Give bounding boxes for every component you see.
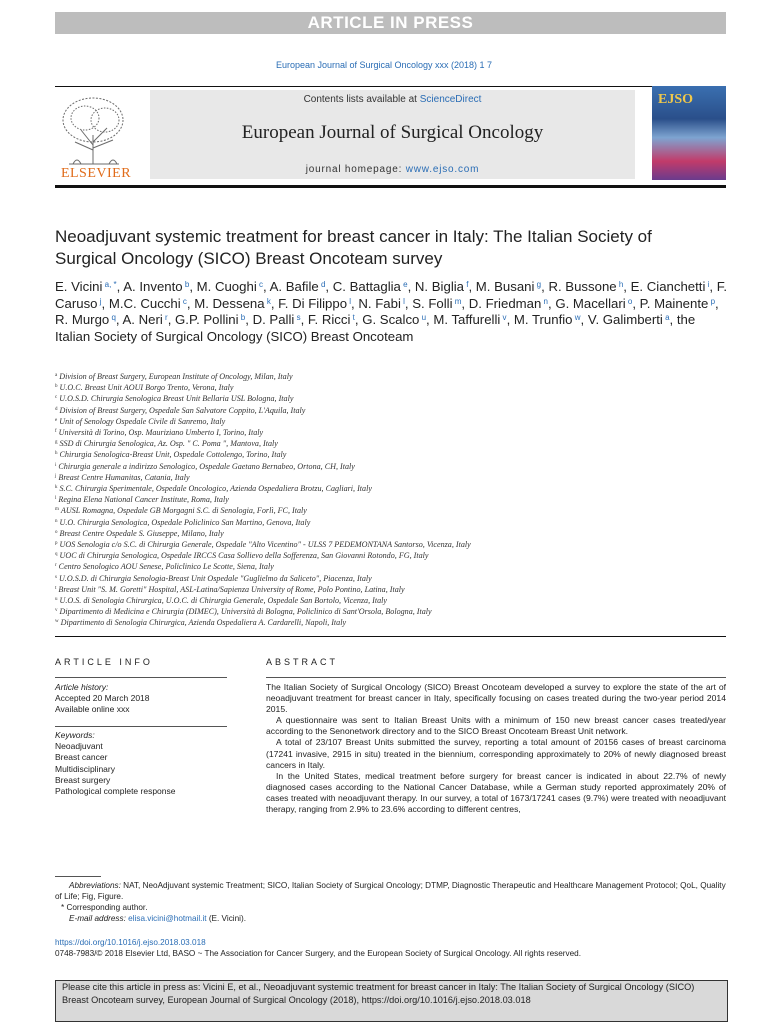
author-name: N. Fabi	[358, 295, 401, 311]
doi-link[interactable]: https://doi.org/10.1016/j.ejso.2018.03.018	[55, 938, 206, 947]
author-name: A. Bafile	[269, 279, 319, 294]
header-bottom-rule	[55, 185, 726, 188]
email-link[interactable]: elisa.vicini@hotmail.it	[128, 914, 207, 923]
abbreviations-text: NAT, NeoAdjuvant systemic Treatment; SICO, Italian Society of Surgical Oncology; DTMP, Diagnostic Therapeutic and Healthcare Management Protocol; QoL, Quality of Life; Fig, Figure.	[55, 881, 726, 901]
affiliation-item	[55, 371, 735, 382]
author-affiliation-marker[interactable]: e	[400, 280, 408, 289]
accepted-date: Accepted 20 March 2018	[55, 693, 150, 704]
affiliation-text: Chirurgia generale a indirizzo Senologico, Ospedale Gaetano Bernabeo, Ortona, CH, Italy	[58, 461, 355, 471]
author-name: V. Galimberti	[587, 312, 663, 328]
author-name: E. Cianchetti	[630, 279, 706, 294]
affiliation-item	[55, 494, 735, 505]
online-date: Available online xxx	[55, 704, 130, 715]
section-divider	[55, 636, 726, 637]
footnotes	[55, 880, 726, 924]
author-name: M. Trunfio	[513, 312, 573, 328]
affiliation-key: q	[55, 552, 58, 558]
author-affiliation-marker[interactable]: u	[419, 313, 427, 323]
footnote-rule	[55, 876, 101, 877]
author-name: R. Bussone	[548, 279, 617, 294]
affiliation-text: Breast Centre Humanitas, Catania, Italy	[58, 472, 190, 482]
affiliation-key: d	[55, 406, 58, 412]
author-name: M. Busani	[475, 279, 535, 294]
abstract-paragraph: The Italian Society of Surgical Oncology (SICO) Breast Oncoteam developed a survey to explore the state of the art of neoadjuvant treatment for breast cancer in Italy, specifically focusing on cases treated during the two-year period 2014 2015.	[266, 682, 726, 715]
author-name: N. Biglia	[414, 279, 465, 294]
author-affiliation-marker[interactable]: n	[541, 296, 548, 306]
homepage-prefix: journal homepage:	[305, 164, 406, 175]
affiliation-text: Breast Unit "S. M. Goretti" Hospital, ASL-Latina/Sapienza University of Rome, Polo Pontino, Latina, Italy	[58, 584, 405, 594]
affiliation-text: Chirurgia Senologica-Breast Unit, Ospedale Cottolengo, Torino, Italy	[59, 450, 287, 460]
keyword: Neoadjuvant	[55, 741, 103, 752]
affiliation-key: o	[55, 529, 58, 535]
author-name: S. Folli	[412, 295, 453, 311]
article-in-press-banner: ARTICLE IN PRESS	[55, 12, 726, 34]
author-name: M.C. Cucchi	[108, 295, 181, 311]
author-affiliation-marker[interactable]: p	[708, 296, 716, 306]
affiliation-key: j	[55, 473, 57, 479]
affiliation-text: Centro Senologico AOU Senese, Policlinico Le Scotte, Siena, Italy	[58, 562, 274, 572]
author-affiliation-marker[interactable]: r	[162, 313, 168, 323]
abstract-rule	[266, 677, 726, 678]
email-footnote	[55, 913, 726, 924]
affiliation-key: n	[55, 518, 58, 524]
affiliation-item	[55, 517, 735, 528]
affiliation-item	[55, 393, 735, 404]
affiliation-key: m	[55, 507, 59, 513]
affiliation-item	[55, 405, 735, 416]
keyword: Breast surgery	[55, 774, 111, 785]
author-affiliation-marker[interactable]: a, *	[102, 280, 117, 289]
author-affiliation-marker[interactable]: m	[452, 296, 462, 306]
affiliation-item	[55, 573, 735, 584]
elsevier-logo-text: ELSEVIER	[60, 166, 132, 181]
article-title: Neoadjuvant systemic treatment for breast cancer in Italy: The Italian Society of Surgical Oncology (SICO) Breast Oncoteam survey	[55, 227, 652, 268]
affiliation-key: w	[55, 619, 59, 625]
author-affiliation-marker[interactable]: v	[500, 313, 507, 323]
author-affiliation-marker[interactable]: h	[616, 280, 624, 289]
author-name: F. Caruso	[55, 279, 727, 311]
author-name: E. Vicini	[55, 279, 103, 294]
author-affiliation-marker[interactable]: f	[464, 280, 469, 289]
email-label: E-mail address:	[69, 914, 129, 923]
affiliation-item	[55, 595, 735, 606]
affiliation-item	[55, 528, 735, 539]
author-affiliation-marker[interactable]: a	[662, 313, 670, 323]
affiliation-key: v	[55, 608, 58, 614]
journal-homepage-line	[150, 164, 635, 175]
affiliation-text: S.C. Chirurgia Sperimentale, Ospedale Oncologico, Azienda Ospedaliera Brotzu, Cagliari, Italy	[59, 484, 372, 494]
affiliation-key: h	[55, 451, 58, 457]
author-affiliation-marker[interactable]: i	[705, 280, 710, 289]
author-affiliation-marker[interactable]: d	[318, 280, 326, 289]
affiliation-item	[55, 461, 735, 472]
author-name: M. Taffurelli	[433, 312, 501, 328]
author-affiliation-marker[interactable]: k	[264, 296, 271, 306]
author-name: F. Ricci	[307, 312, 351, 328]
affiliation-item	[55, 584, 735, 595]
copyright-line: 0748-7983/© 2018 Elsevier Ltd, BASO ~ The Association for Cancer Surgery, and the European Society of Surgical Oncology. All rights reserved.	[55, 949, 581, 958]
affiliation-list	[55, 371, 735, 629]
author-affiliation-marker[interactable]: g	[534, 280, 542, 289]
author-affiliation-marker[interactable]: j	[97, 296, 102, 306]
affiliation-text: Division of Breast Surgery, Ospedale San Salvatore Coppito, L'Aquila, Italy	[59, 405, 306, 415]
author-list: E. Vicini $^{a, *}$, A. Invento $^b$, M. Cuoghi $^c$, A. Bafile $^d$, C. Battaglia $^e$, N. Biglia $^f$, M. Busani $^g$, R. Bussone $^h$, E. Cianchetti $^i$, F. Caruso $^j$, M.C. Cucchi $^c$, M. Dessena $^k$, F. Di Filippo $^l$, N. Fabi $^l$, S. Folli $^m$, D. Friedman $^n$, G. Macellari $^o$, P. Mainente $^p$, R. Murgo $^q$, A. Neri $^r$, G.P. Pollini $^b$, D. Palli $^s$, F. Ricci $^t$, G. Scalco $^u$, M. Taffurelli $^v$, M. Trunfio $^w$, V. Galimberti $^a$, the Italian Society of Surgical Oncology (SICO) Breast Oncoteam	[55, 279, 727, 344]
author-name: M. Cuoghi	[196, 279, 257, 294]
affiliation-item	[55, 438, 735, 449]
author-name: R. Murgo	[55, 312, 110, 328]
abstract-paragraph: A total of 23/107 Breast Units submitted the survey, reporting a total amount of 20156 cases of breast carcinoma (17241 invasive, 2915 in situ) treated in the biennium, corresponding approximately to 20% of newly diagnosed breast cancers in Italy.	[266, 737, 726, 770]
abstract-heading: ABSTRACT	[266, 657, 339, 667]
journal-citation-line[interactable]: European Journal of Surgical Oncology xxx (2018) 1 7	[275, 60, 493, 70]
journal-title: European Journal of Surgical Oncology	[241, 122, 544, 143]
author-affiliation-marker[interactable]: w	[572, 313, 581, 323]
keywords-rule	[55, 726, 227, 727]
affiliation-item	[55, 539, 735, 550]
author-name: F. Di Filippo	[278, 295, 348, 311]
author-name: G. Macellari	[555, 295, 626, 311]
contents-line	[150, 94, 635, 105]
cover-title: EJSO	[658, 92, 694, 107]
affiliation-item	[55, 505, 735, 516]
affiliation-text: AUSL Romagna, Ospedale GB Morgagni S.C. di Senologia, Forlì, FC, Italy	[60, 506, 307, 516]
corresponding-author-note: * Corresponding author.	[61, 903, 148, 912]
email-suffix: (E. Vicini).	[206, 914, 246, 923]
affiliation-key: i	[55, 462, 57, 468]
affiliation-key: e	[55, 417, 58, 423]
author-affiliation-marker[interactable]: l	[347, 296, 352, 306]
abstract-paragraph: In the United States, medical treatment before surgery for breast cancer is indicated in about 22.7% of newly diagnosed cases according to the National Cancer Database, while a German study reported approximately 20% of cases treated with neoadjuvant therapy. In our survey, a total of 1673/17241 cases (9.7%) were treated with neoadjuvant therapy, ranging from 2.9% to 23.6% according to different centres,	[266, 770, 726, 815]
header-top-rule	[55, 86, 726, 87]
author-name: M. Dessena	[194, 295, 265, 311]
author-affiliation-marker[interactable]: t	[350, 313, 355, 323]
affiliation-key: t	[55, 585, 57, 591]
article-history	[55, 682, 227, 716]
author-name: D. Palli	[252, 312, 295, 328]
journal-cover-image	[652, 86, 726, 180]
author-affiliation-marker[interactable]: c	[256, 280, 263, 289]
affiliation-text: Dipartimento di Medicina e Chirurgia (DIMEC), Università di Bologna, Policlinico di Sant'Orsola, Bologna, Italy	[59, 607, 432, 617]
affiliation-item	[55, 550, 735, 561]
keyword-list	[55, 741, 227, 797]
article-info-rule	[55, 677, 227, 678]
author-name: D. Friedman	[468, 295, 542, 311]
affiliation-key: g	[55, 440, 58, 446]
history-label: Article history:	[55, 682, 109, 692]
affiliation-key: l	[55, 496, 57, 502]
contents-prefix: Contents lists available at	[303, 94, 420, 105]
affiliation-text: Division of Breast Surgery, European Institute of Oncology, Milan, Italy	[59, 372, 293, 381]
keywords-label: Keywords:	[55, 730, 95, 740]
affiliation-item	[55, 561, 735, 572]
author-affiliation-marker[interactable]: o	[625, 296, 633, 306]
affiliation-text: UOC di Chirurgia Senologica, Ospedale IRCCS Casa Sollievo della Sofferenza, San Giovanni Rotondo, FG, Italy	[59, 551, 429, 561]
affiliation-text: Dipartimento di Senologia Chirurgica, Azienda Ospedaliera A. Cardarelli, Napoli, Italy	[60, 618, 347, 628]
affiliation-key: b	[55, 384, 58, 390]
affiliation-text: Unit of Senology Ospedale Civile di Sanremo, Italy	[59, 416, 226, 426]
abstract-body	[266, 682, 726, 815]
article-info-heading: ARTICLE INFO	[55, 657, 153, 667]
journal-header-box	[150, 90, 635, 179]
affiliation-text: U.O.C. Breast Unit AOUI Borgo Trento, Verona, Italy	[59, 383, 234, 393]
abbreviations-label: Abbreviations:	[69, 881, 121, 890]
doi-block	[55, 937, 726, 959]
affiliation-item	[55, 483, 735, 494]
affiliation-text: Breast Centre Ospedale S. Giuseppe, Milano, Italy	[59, 528, 224, 538]
keywords-block	[55, 730, 227, 797]
affiliation-key: u	[55, 597, 58, 603]
sciencedirect-link[interactable]: ScienceDirect	[419, 94, 482, 105]
affiliation-item	[55, 472, 735, 483]
author-affiliation-marker[interactable]: l	[400, 296, 405, 306]
affiliation-item	[55, 427, 735, 438]
author-affiliation-marker[interactable]: c	[180, 296, 187, 306]
author-affiliation-marker[interactable]: b	[182, 280, 190, 289]
author-name: P. Mainente	[639, 295, 709, 311]
affiliation-key: f	[55, 429, 57, 435]
affiliation-key: c	[55, 395, 58, 401]
citation-box: Please cite this article in press as: Vicini E, et al., Neoadjuvant systemic treatment for breast cancer in Italy: The Italian Society of Surgical Oncology (SICO) Breast Oncoteam survey, European Journal of Surgical Oncology (2018), https://doi.org/10.1016/j.ejso.2018.03.018	[55, 980, 728, 1022]
affiliation-text: SSD di Chirurgia Senologica, Az. Osp. " C. Poma ", Mantova, Italy	[59, 439, 278, 449]
author-affiliation-marker[interactable]: b	[238, 313, 246, 323]
affiliation-text: UOS Senologia c/o S.C. di Chirurgia Generale, Ospedale "Alto Vicentino" - ULSS 7 PEDEMONTANA Santorso, Vicenza, Italy	[59, 540, 471, 550]
homepage-link[interactable]: www.ejso.com	[405, 164, 480, 175]
keyword: Multidisciplinary	[55, 763, 115, 774]
affiliation-key: a	[55, 373, 58, 378]
affiliation-item	[55, 617, 735, 628]
author-name: the Italian Society of Surgical Oncology (SICO) Breast Oncoteam	[55, 312, 696, 344]
affiliation-item	[55, 606, 735, 617]
affiliation-text: U.O.S. di Senologia Chirurgica, U.O.C. di Chirurgia Generale, Ospedale San Bortolo, Vicenza, Italy	[59, 596, 387, 606]
affiliation-key: r	[55, 563, 57, 569]
keyword: Breast cancer	[55, 752, 108, 763]
author-name: A. Invento	[123, 279, 183, 294]
author-name: G.P. Pollini	[175, 312, 239, 328]
author-affiliation-marker[interactable]: q	[109, 313, 116, 323]
affiliation-text: Regina Elena National Cancer Institute, Roma, Italy	[58, 495, 229, 505]
affiliation-item	[55, 449, 735, 460]
affiliation-text: Università di Torino, Osp. Mauriziano Umberto I, Torino, Italy	[58, 428, 264, 438]
keyword: Pathological complete response	[55, 786, 176, 797]
affiliation-key: k	[55, 485, 58, 491]
author-name: A. Neri	[122, 312, 163, 328]
affiliation-text: U.O.S.D. di Chirurgia Senologia-Breast Unit Ospedale "Guglielmo da Saliceto", Piacenza, Italy	[58, 573, 372, 583]
abstract-paragraph: A questionnaire was sent to Italian Breast Units with a minimum of 150 new breast cancer cases treated/year according to the Senonetwork directory and to the SICO Breast Oncoteam Breast Unit network.	[266, 715, 726, 737]
author-name: C. Battaglia	[332, 279, 401, 294]
affiliation-item	[55, 382, 735, 393]
author-name: G. Scalco	[362, 312, 420, 328]
abbreviations-footnote	[55, 880, 726, 902]
affiliation-key: s	[55, 574, 57, 580]
affiliation-item	[55, 416, 735, 427]
affiliation-key: p	[55, 541, 58, 547]
affiliation-text: U.O. Chirurgia Senologica, Ospedale Policlinico San Martino, Genova, Italy	[59, 517, 311, 527]
affiliation-text: U.O.S.D. Chirurgia Senologica Breast Unit Bellaria USL Bologna, Italy	[59, 394, 294, 404]
author-affiliation-marker[interactable]: s	[294, 313, 301, 323]
